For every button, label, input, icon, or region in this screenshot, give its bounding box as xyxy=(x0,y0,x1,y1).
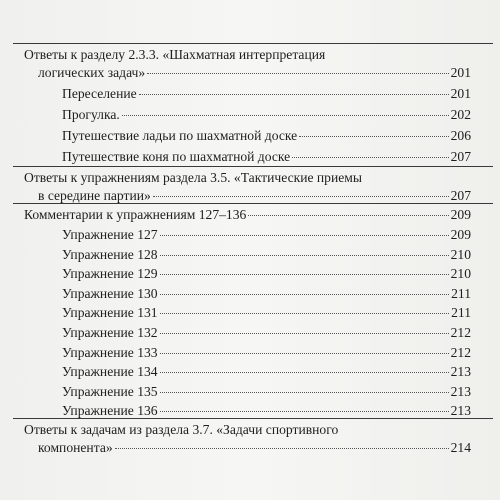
dot-leader xyxy=(160,333,449,334)
page-number: 201 xyxy=(450,65,471,80)
toc-item-label: Упражнение 133 xyxy=(62,345,158,360)
toc-item xyxy=(62,107,471,123)
dot-leader xyxy=(160,411,449,412)
page-number: 207 xyxy=(450,149,471,164)
toc-item-label: Упражнение 131 xyxy=(62,305,158,320)
section-divider xyxy=(13,166,493,167)
toc-item xyxy=(62,266,471,282)
toc-section-entry xyxy=(38,65,471,81)
toc-section-title: Комментарии к упражнениям 127–136 xyxy=(24,207,247,222)
dot-leader xyxy=(160,235,449,236)
section-divider xyxy=(13,418,493,419)
page-number: 209 xyxy=(450,207,471,222)
page-number: 211 xyxy=(451,305,471,320)
page-number: 206 xyxy=(450,128,471,143)
dot-leader xyxy=(160,294,450,295)
dot-leader xyxy=(139,94,449,95)
dot-leader xyxy=(160,392,449,393)
page-number: 210 xyxy=(450,247,471,262)
page-number: 214 xyxy=(450,440,471,455)
page-number: 202 xyxy=(450,107,471,122)
toc-item xyxy=(62,149,471,165)
toc-item-label: Переселение xyxy=(62,86,137,101)
toc-item-label: Прогулка. xyxy=(62,107,120,122)
dot-leader xyxy=(160,313,450,314)
page-number: 212 xyxy=(450,345,471,360)
dot-leader xyxy=(122,115,449,116)
section-divider xyxy=(13,203,493,204)
dot-leader xyxy=(292,157,448,158)
toc-section-entry xyxy=(38,440,471,456)
dot-leader xyxy=(147,73,448,74)
dot-leader xyxy=(160,372,449,373)
toc-section-title: Ответы к разделу 2.3.3. «Шахматная интерпретация xyxy=(24,47,326,62)
toc-item xyxy=(62,345,471,361)
toc-item xyxy=(62,286,471,302)
page-number: 213 xyxy=(450,364,471,379)
page-number: 201 xyxy=(450,86,471,101)
toc-section-title-cont: компонента» xyxy=(38,440,113,455)
dot-leader xyxy=(299,136,448,137)
toc-item-label: Упражнение 128 xyxy=(62,247,158,262)
section-divider xyxy=(13,43,493,44)
toc-item xyxy=(62,128,471,144)
toc-item xyxy=(62,325,471,341)
page-number: 211 xyxy=(451,286,471,301)
toc-item-label: Упражнение 135 xyxy=(62,384,158,399)
page-number: 209 xyxy=(450,227,471,242)
toc-item-label: Упражнение 130 xyxy=(62,286,158,301)
dot-leader xyxy=(115,448,449,449)
dot-leader xyxy=(160,274,449,275)
dot-leader xyxy=(153,196,449,197)
toc-section-entry xyxy=(38,188,471,204)
toc-section-title: Ответы к упражнениям раздела 3.5. «Тактические приемы xyxy=(24,170,363,185)
toc-item xyxy=(62,364,471,380)
page-number: 213 xyxy=(450,384,471,399)
page-number: 212 xyxy=(450,325,471,340)
toc-item-label: Путешествие коня по шахматной доске xyxy=(62,149,291,164)
toc-item-label: Упражнение 132 xyxy=(62,325,158,340)
page-number: 213 xyxy=(450,403,471,418)
dot-leader xyxy=(160,255,449,256)
toc-item-label: Упражнение 136 xyxy=(62,403,158,418)
dot-leader xyxy=(160,353,449,354)
toc-section-title-cont: логических задач» xyxy=(38,65,146,80)
dot-leader xyxy=(248,215,448,216)
toc-item xyxy=(62,305,471,321)
toc-item-label: Упражнение 129 xyxy=(62,266,158,281)
toc-item xyxy=(62,403,471,419)
toc-item-label: Упражнение 134 xyxy=(62,364,158,379)
page-number: 207 xyxy=(450,188,471,203)
toc-section-entry xyxy=(24,207,471,223)
toc-item xyxy=(62,86,471,102)
toc-item-label: Упражнение 127 xyxy=(62,227,158,242)
page-number: 210 xyxy=(450,266,471,281)
toc-item xyxy=(62,247,471,263)
toc-item xyxy=(62,227,471,243)
toc-item xyxy=(62,384,471,400)
toc-item-label: Путешествие ладьи по шахматной доске xyxy=(62,128,298,143)
toc-section-title: Ответы к задачам из раздела 3.7. «Задачи спортивного xyxy=(24,422,339,437)
toc-section-title-cont: в середине партии» xyxy=(38,188,151,203)
